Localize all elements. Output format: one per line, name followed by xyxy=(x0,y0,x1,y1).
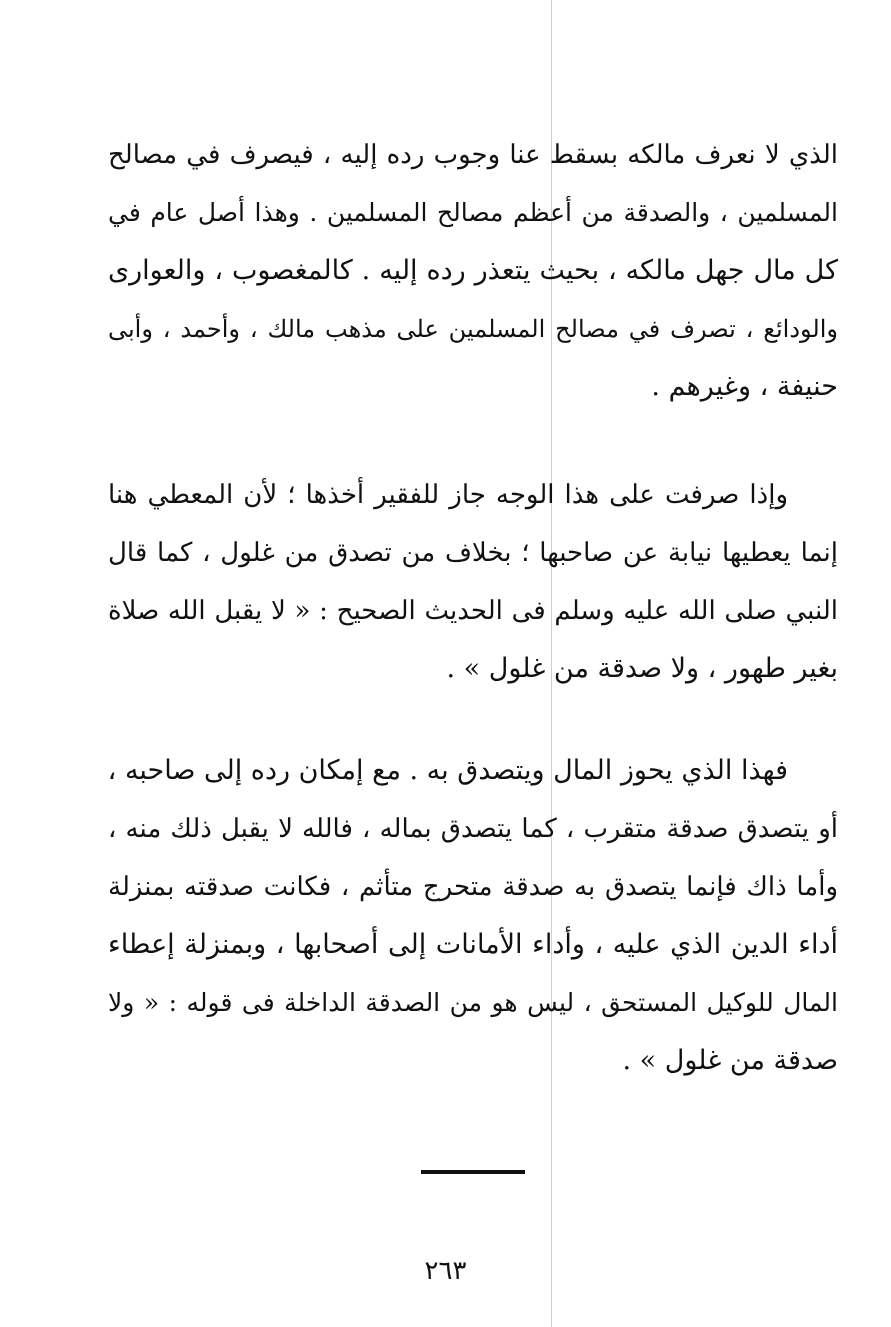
text-line: المال للوكيل المستحق ، ليس هو من الصدقة الداخلة فى قوله : « ولا xyxy=(108,988,838,1017)
text-line: والودائع ، تصرف في مصالح المسلمين على مذهب مالك ، وأحمد ، وأبى xyxy=(108,315,838,343)
paragraph-3 xyxy=(108,742,838,1090)
text-line: إنما يعطيها نيابة عن صاحبها ؛ بخلاف من تصدق من غلول ، كما قال xyxy=(108,538,838,568)
text-line: حنيفة ، وغيرهم . xyxy=(651,371,838,402)
text-line: الذي لا نعرف مالكه بسقط عنا وجوب رده إليه ، فيصرف في مصالح xyxy=(108,140,838,170)
text-line: كل مال جهل مالكه ، بحيث يتعذر رده إليه . كالمغصوب ، والعوارى xyxy=(108,255,838,286)
text-line: فهذا الذي يحوز المال ويتصدق به . مع إمكان رده إلى صاحبه ، xyxy=(107,755,788,786)
text-line: صدقة من غلول » . xyxy=(622,1045,838,1076)
paragraph-2 xyxy=(108,466,838,698)
text-line: أو يتصدق صدقة متقرب ، كما يتصدق بماله ، فالله لا يقبل ذلك منه ، xyxy=(108,814,838,844)
paragraph-1 xyxy=(108,126,838,416)
text-line: بغير طهور ، ولا صدقة من غلول » . xyxy=(446,653,838,684)
text-line: المسلمين ، والصدقة من أعظم مصالح المسلمين . وهذا أصل عام في xyxy=(108,198,838,227)
text-line: النبي صلى الله عليه وسلم فى الحديث الصحيح : « لا يقبل الله صلاة xyxy=(108,596,838,626)
text-line: وإذا صرفت على هذا الوجه جاز للفقير أخذها ؛ لأن المعطي هنا xyxy=(108,480,788,510)
text-line: وأما ذاك فإنما يتصدق به صدقة متحرج متأثم ، فكانت صدقته بمنزلة xyxy=(108,872,838,902)
text-line: أداء الدين الذي عليه ، وأداء الأمانات إلى أصحابها ، وبمنزلة إعطاء xyxy=(108,929,838,960)
page-number: ٢٦٣ xyxy=(424,1256,467,1286)
section-divider-rule xyxy=(421,1170,525,1174)
